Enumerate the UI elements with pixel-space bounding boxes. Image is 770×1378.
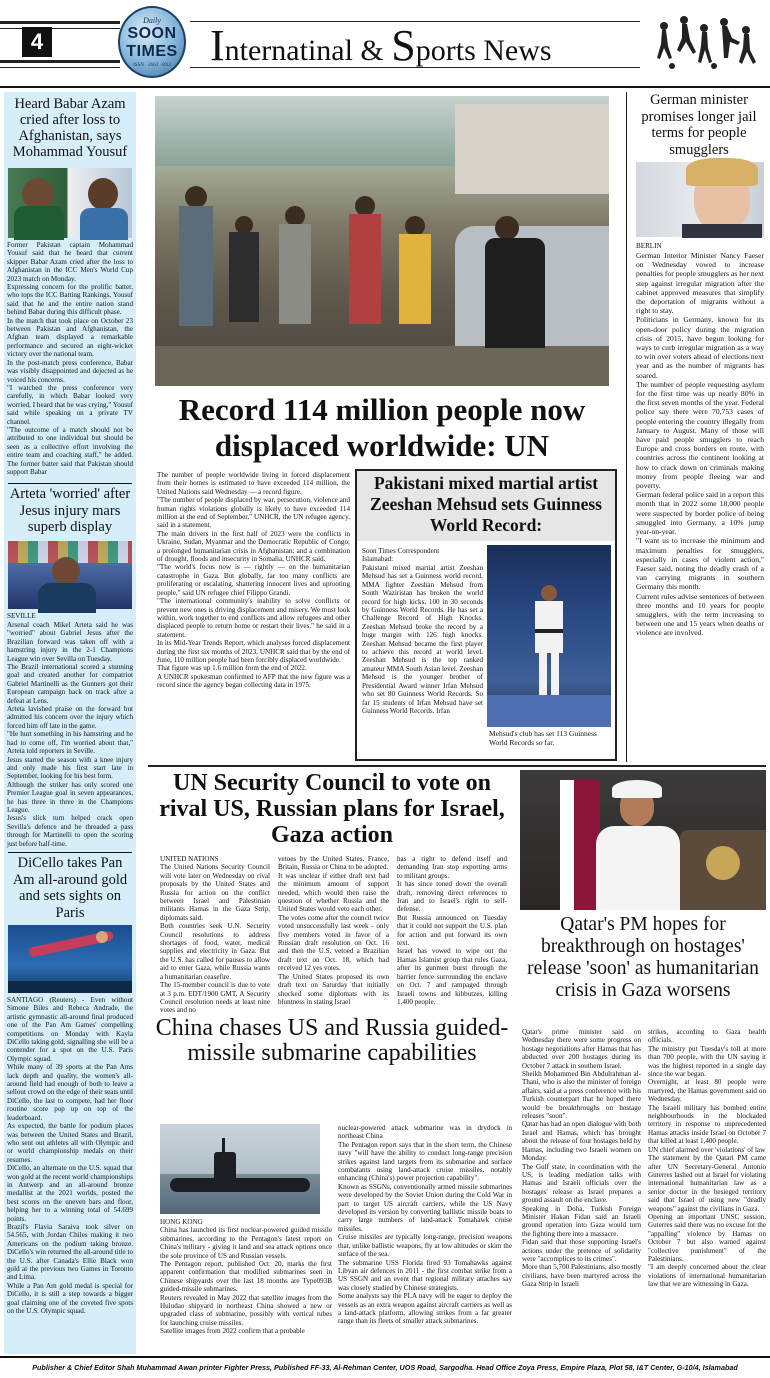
babar-headline-text: Heard Babar Azam cried after loss to Afghanistan, says Mohammad Yousuf [12,96,128,160]
record-displaced-headline [148,392,616,466]
mma-headline-band [357,471,615,541]
china-body-col1: HONG KONG China has launched its first nuclear-powered guided missile submarines, according to the Pentagon's latest report on China's military - giving it land and sea attack options once the sole province of US and Russian vessels. The Pentagon report, published Oct. 20, marks the first apparent confirmation that modified submarines seen in Chinese shipyards over the last 18 months are Type093B guided-missile submarines. Reuters revealed in May 2022 that satellite images from the Huludao shipyard in northeast China showed a new or upgraded class of submarine, possibly with vertical tubes for launching cruise missiles. Satellite images from 2022 confirm that a probable [160,1218,332,1336]
title-rest-1: nternatinal & [224,34,392,67]
unsc-body-col2: vetoes by the United States, France, Britain, Russia or China to be adopted. It was unclear if either draft text had the minimum amount of support needed, which would then raise the question of whether Russia and the United States would veto each other. The votes come after the council twice voted unsuccessfully last week - only five members voted in favor of a Russian draft resolution on Oct. 16 and then the U.S. vetoed a Brazilian draft text on Oct. 18, which had received 12 yes votes. The United States proposed its own draft text on Saturday that initially shocked some diplomats with its bluntness in stating Israel [278,855,389,1006]
mehsud-photo [487,545,611,727]
divider [8,852,132,853]
logo-daily: Daily [143,16,161,25]
unsc-headline-text: UN Security Council to vote on rival US, Russian plans for Israel, Gaza action [159,770,505,848]
dicello-photo [8,925,132,993]
german-headline-text: German minister promises longer jail terms for people smugglers [641,92,757,158]
logo-soon: SOON [127,25,177,42]
german-headline [632,92,766,160]
gaza-displaced-photo [155,96,609,386]
german-body: German Interior Minister Nancy Faeser on Wednesday vowed to increase penalties for people smugglers as her next step against irregular migration after the cabinet approved measures that simplify the deportation of migrants without a right to stay. Politicians in Germany, known for its open-door policy during the migration crisis of 2015, have begun looking for ways to curb irregular migration as a way to win over voters ahead of elections next year and as the number of migrants has soared. The number of people requesting asylum for the first time was up nearly 80% in the first seven months of the year. Federal police say there were 70,753 cases of people entering the country illegally from January to August. Many of those will have paid people smugglers to reach Europe and cross borders en route, with countries across the continent looking at how to crack down on criminals making money from people fleeing war and poverty. German federal police said in a report this month that in 2022 some 18,000 people were suspected by border police of being smuggled into Germany, a 10% jump year-on-year. "I want us to increase the minimum and maximum penalties for smugglers, especially in cases of violent action," Faeser said, noting the deadly crash of a van carrying migrants in southern Germany this month. Current rules advise sentences of between three months and 10 years for people smugglers, with the term increasing to between one and 15 years when deaths or violence are involved. [636,251,764,638]
dicello-body: SANTIAGO (Reuters) - Even without Simone Biles and Rebeca Andrade, the artistic gymnastic all-around final produced one of the Pan Am Games' compelling competitions on Monday with Kayla DiCello taking gold, signalling she will be a contender for a spot on the U.S. Paris Olympic squad. While many of 39 sports at the Pan Ams lack depth and quality, the women's all-around field had enough of both to leave a sellout crowd on the edge of their seats until DiCello, the last to compete, had her floor routine score pop up on top of the leaderboard. As expected, the battle for podium places was between the United States and Brazil, who sent out athletes all with Olympic and or world championship medals on their resumes. DiCello, an alternate on the U.S. squad that won gold at the recent world championships in Antwerp and an all-around bronze medallist at the 2021 worlds, posted the best scores on the uneven bars and floor, helping her to a winning total of 54.699 points. Brazil's Flavia Saraiva took silver on 54.565, with Jordan Chiles making it two Americans on the podium taking bronze. DiCello's win returned the all-around title to the U.S. after Canada's Ellie Black won gold at the previous two Games in Toronto and Lima. While a Pan Am gold medal is special for DiCello, it is still a step towards a bigger goal claiming one of the coveted five spots on the U.S. Olympic squad. [7,996,133,1316]
qatar-body-col1: Qatar's prime minister said on Wednesday there were some progress on hostage negotiations after Hamas that has abducted over 200 hostages during its October 7 attack in southern Israel. Sheikh Mohammed Bin Abdulrahman al-Thani, who is also the minister of foreign affairs, said at a press conference with his Turkish counterpart that he hoped there would be breakthroughs on hostage releases "soon". Qatar has had an open dialogue with both Israel and Hamas, which has brought about the release of four hostages held by Hamas, including two Israeli women on Monday. The Gulf state, in coordination with the US, is leading mediation talks with Hamas and Israeli officials over the hostages' release as Israel prepares a ground assault on the enclave. Speaking in Doha, Turkish Foreign Minister Hakan Fidan said an Israeli ground operation into Gaza would turn the fighting there into a massacre. Fidan said that those supporting Israel's actions under the pretence of solidarity were "accomplices to its crimes". More than 5,700 Palestinians, also mostly civilians, have been martyred across the Gaza Strip in Israeli [522,1028,641,1289]
qatar-headline-text: Qatar's PM hopes for breakthrough on hostages' release 'soon' as humanitarian crisis in Gaza worsens [527,914,759,1001]
footer-rule [0,1356,770,1358]
dicello-headline-text: DiCello takes Pan Am all-around gold and sets sights on Paris [12,855,128,921]
qatar-headline [520,914,766,1026]
mma-body: Pakistani mixed martial artist Zeeshan Mehsud has set a Guinness world record. MMA fighter Zeeshan Mehsud from South Waziristan has broken the world record for high kicks, 100 in 30 seconds by Guinness World Records. He has set a Challenge Record of High Knocks. Zeeshan Mehsud broke the record by a huge margin with 126 high knocks. Zeeshan Mehsud became the first player to achieve this record at world level. Zeeshan Mehsud is the top ranked amateur MMA South Asian level. Zeeshan Mehsud is the younger brother of Presidential Award winner Irfan Mehsud who set 80 Guinness World Records. So far 15 students of Irfan Mehsud have set Guinness World Records. Irfan [362,564,483,715]
mehsud-photo-caption: Mehsud's club has set 113 Guinness World Records so far. [489,729,597,747]
logo-times: TIMES [126,43,178,60]
german-dateline: BERLIN [636,242,662,250]
babar-photo [8,168,132,238]
masthead-rule [0,86,770,88]
unsc-body-col1: UNITED NATIONS The United Nations Security Council will vote later on Wednesday on rival proposals by the United States and Russia for action on the conflict between Israel and Palestinian militants Hamas in the Gaza Strip, diplomats said. Both countries seek U.N. Security Council resolutions to address shortages of food, water, medical supplies and electricity in Gaza. But the U.S. has called for pauses to allow aid to enter Gaza, while Russia wants a humanitarian ceasefire. The 15-member council is due to vote at 3 p.m. EDT/1900 GMT. A Security Council resolution needs at least nine votes and no [160,855,270,1015]
logo-issn: ISSN · 2663 · 8X3 [133,63,171,68]
right-column-rule [626,92,627,762]
arteta-dateline: SEVILLE [7,612,36,620]
arteta-photo [8,541,132,609]
arteta-headline [6,486,134,538]
qatar-pm-photo [520,770,766,910]
unsc-body-col3: has a right to defend itself and demanding Iran stop exporting arms to militant groups. It has since toned down the overall draft, removing direct references to Iran and to Israel's right to self-defense. But Russia announced on Tuesday that it could not support the U.S. plan for action and put forward its own text. Israel has vowed to wipe out the Hamas Islamist group that rules Gaza, after its gunmen burst through the barrier fence surrounding the enclave on Oct. 7 and rampaged through Israeli towns and kibbutzes, killing 1,400 people. [397,855,507,1006]
china-headline-text: China chases US and Russia guided-missile submarine capabilities [155,1015,509,1066]
mma-headline-text: Pakistani mixed martial artist Zeeshan Mehsud sets Guinness World Record: [370,473,602,535]
title-cap-s: S [391,21,416,70]
mid-rule [148,765,766,767]
babar-body: Former Pakistan captain Mohammad Yousuf said that he heard that current skipper Babar Azam cried after the loss to Afghanistan in the ICC Men's World Cup 2023 match on Monday. Expressing concern for the prolific batter, who tops the ICC Batting Rankings, Yousuf said that he and the entire nation stand behind Babar during this difficult phase. In the match that took place on October 23 between Pakistan and Afghanistan, the Afghan team displayed a remarkable performance and secured an eight-wicket victory over the national team. In the post-match press conference, Babar was visibly disappointed and dejected as he voiced his concerns. "I watched the press conference very carefully, in which Babar looked very worried, I heard that he was crying," Yousuf said while speaking on a private TV channel. "The outcome of a match should not be attributed to one individual but should be seen as a collective effort involving the entire team and coaching staff," he added. The former batter said that Pakistan should support Babar [7,241,133,476]
faeser-photo [636,162,764,237]
title-rest-2: ports News [415,34,552,67]
page-number: 4 [22,27,52,57]
qatar-body-col2: strikes, according to Gaza health officials. The ministry put Tuesday's toll at more than 700 people, with the UN saying it was the highest reported in a single day since the war began. Overnight, at least 80 people were martyred, the Hamas government said on Wednesday. The Israeli military has bombed entire neighbourhoods in the blockaded territory in response to unprecedented Hamas attacks inside Israel on October 7 that killed at least 1,400 people. UN chief alarmed over 'violations' of law The statement by the Qatari PM came after UN Secretary-General Antonio Guterres lashed out at Israel for violating international humanitarian law as a senior doctor in the besieged territory said that Israel of using new "deadly weapons" against the civilians in Gaza. Opening an important UNSC session, Guterres said there was no excuse for the "appalling" violence by Hamas on October 7 but also warned against "collective punishment" of the Palestinians. "I am deeply concerned about the clear violations of international humanitarian law that we are witnessing in Gaza. [648,1028,766,1289]
unsc-headline [152,770,512,852]
footer-imprint: Publisher & Chief Editor Shah Muhammad Awan printer Fighter Press, Published FF-33, Al-Rehman Center, UOS Road, Sargodha. Head Office Zoya Press, Empire Plaza, Plot 58, I&T Center, G-10/4, Islamabad [32,1363,738,1372]
page-title [210,20,640,70]
china-headline [152,1016,512,1098]
babar-headline [6,96,134,166]
dicello-headline [6,855,134,923]
newspaper-logo [118,6,186,78]
record-displaced-body: The number of people worldwide living in forced displacement from their homes is estimated to have exceeded 114 million, the United Nations said Wednesday — a record figure. "The number of people displaced by war, persecution, violence and human rights violations globally is likely to have exceeded 114 million at the end of September," UNHCR, the UN refugee agency, said in a statement. The main drivers in the first half of 2023 were the conflicts in Ukraine, Sudan, Myanmar and the Democratic Republic of Congo; a prolonged humanitarian crisis in Afghanistan; and a combination of drought, floods and insecurity in Somalia, UNHCR said. "The world's focus now is — rightly — on the humanitarian catastrophe in Gaza. But globally, far too many conflicts are proliferating or escalating, shattering innocent lives and uprooting people," said UN refugee chief Filippo Grandi. "The international community's inability to solve conflicts or prevent new ones is driving displacement and misery. We must look within, work together to end conflicts and allow refugees and other displaced people to return home or restart their lives," he said in a statement. In its Mid-Year Trends Report, which analyses forced displacement during the first six months of 2023, UNHCR said that by the end of June, 110 million people had been forcibly displaced worldwide. That figure was up 1.6 million from the end of 2022. A UNHCR spokesman confirmed to AFP that the new figure was a record since the agency began collecting data in 1975. [157,471,350,690]
title-cap-i: I [210,21,225,70]
submarine-photo [160,1124,320,1214]
arteta-body: Arsenal coach Mikel Arteta said he was "worried" about Gabriel Jesus after the Brazilian forward was taken off with a hamstring injury in the 2-1 Champions League win over Sevilla on Tuesday. The Brazil international scored a stunning goal and created another for compatriot Gabriel Martinelli as the Gunners got their European campaign back on track after a defeat at Lens. Arteta lavished praise on the forward but admitted his concern over the injury which forced him off late in the game. "He hurt something in his hamstring and he had to come off, I'm worried about that," Arteta told reporters in Seville. Jesus started the season with a knee injury and only made his first start late in September, looking for his best form. Although the striker has only scored one Premier League goal in seven appearances, he has three in three in the Champions League. Jesus's slick turn helped crack open Sevilla's defence and he threaded a pass through for Martinelli to open the scoring just before half-time. [7,621,133,848]
divider [8,483,132,484]
mma-byline: Soon Times Correspondent Islamabad: [362,547,440,564]
china-body-col2: nuclear-powered attack submarine was in drydock in northeast China The Pentagon report says that in the short term, the Chinese navy "will have the ability to conduct long-range precision strikes against land targets from its submarine and surface combatants using land-attack cruise missiles, notably enhancing (China's) power projection capability". Known as SSGNs, conventionally armed missile submarines were developed by the Soviet Union during the Cold War in part to target US aircraft carriers, while the US Navy developed its version by converting ballistic missile boats to carry large numbers of land-attack Tomahawk cruise missiles. Cruise missiles are typically long-range, precision weapons that, unlike ballistic weapons, fly at low altitudes or skim the surface of the sea. The submarine USS Florida fired 93 Tomahawks against Libyan air defences in 2011 - the first combat strike from a US SSGN and an event that regional military attaches say was closely studied by Chinese strategists. Some analysts say the PLA navy will be eager to deploy the vessels as an extra weapon against aircraft carriers as well as a land-attack platform, allowing strikes from a far greater range than its fleets of smaller attack submarines. [338,1124,512,1326]
sports-silhouettes-icon [652,12,764,74]
masthead [0,0,770,90]
record-displaced-headline-text: Record 114 million people now displaced worldwide: UN [178,392,586,463]
arteta-headline-text: Arteta 'worried' after Jesus injury mars superb display [9,486,131,535]
